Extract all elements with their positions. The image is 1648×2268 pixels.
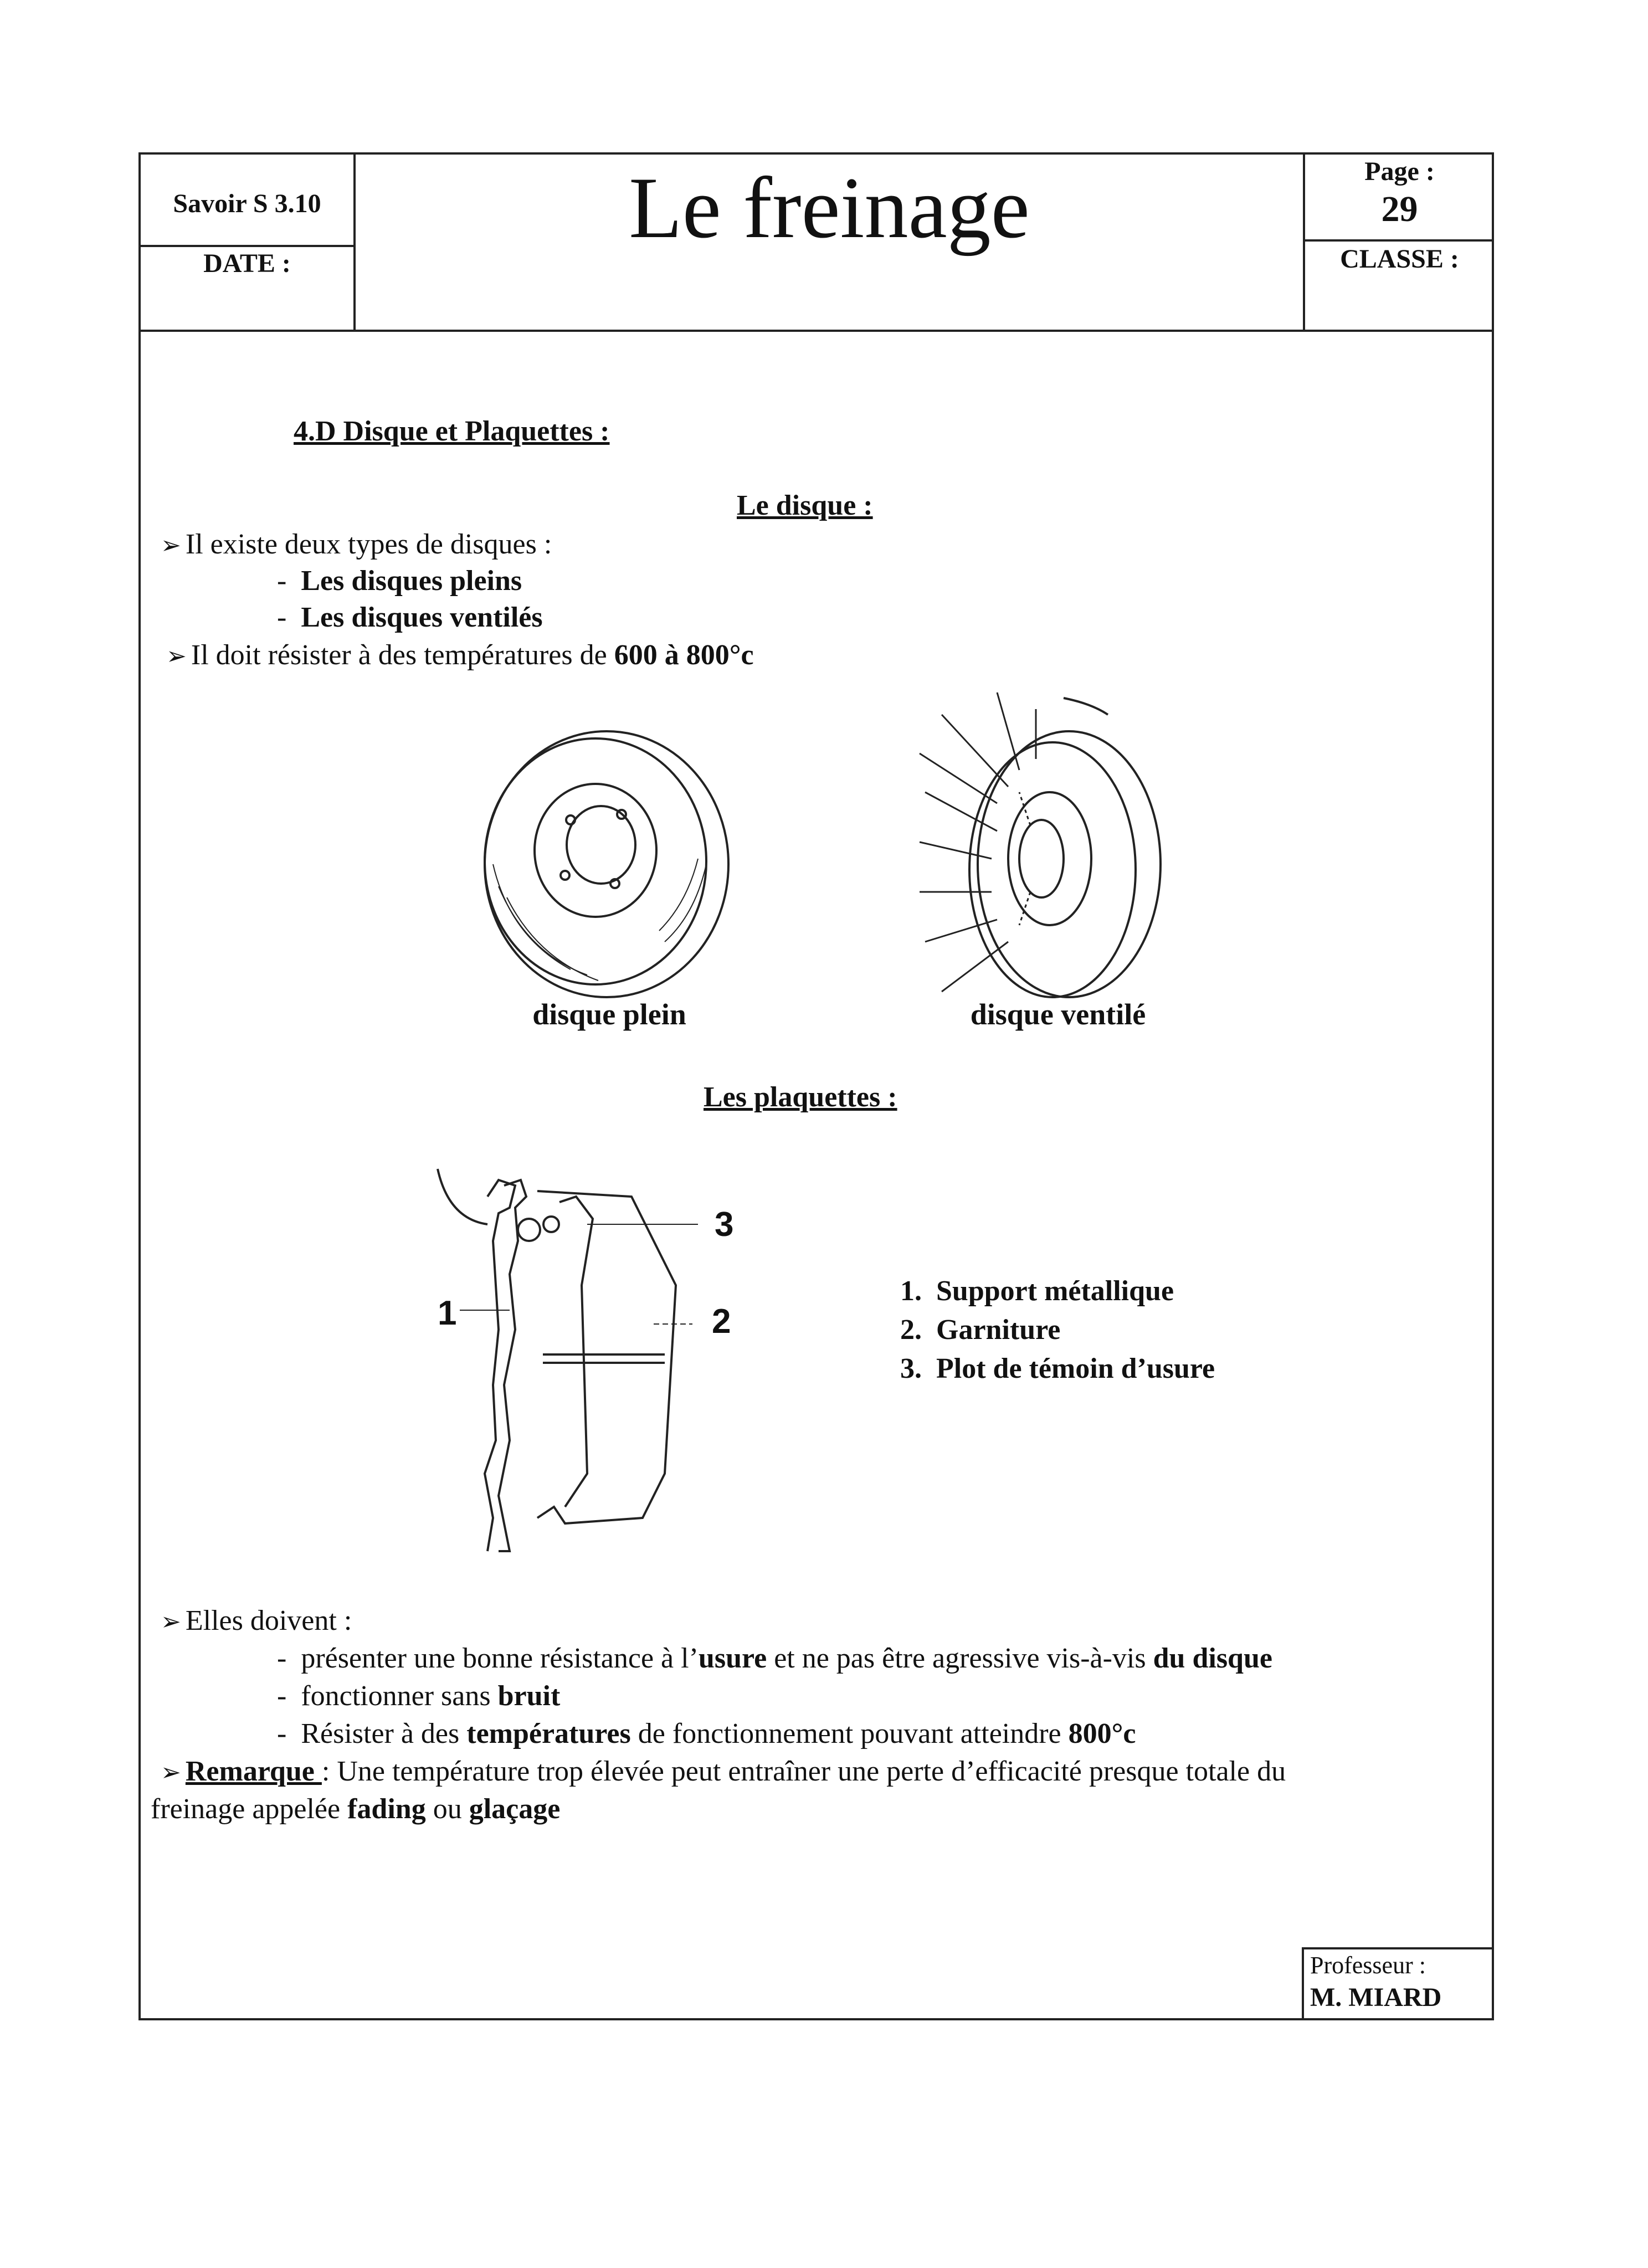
page-number: 29	[1381, 189, 1418, 229]
callout-2: 2	[712, 1302, 731, 1341]
section-heading: 4.D Disque et Plaquettes :	[294, 415, 610, 447]
disque-heading: Le disque :	[737, 490, 873, 521]
professor-name: M. MIARD	[1310, 1983, 1442, 2012]
disque-plein-caption: disque plein	[532, 998, 686, 1031]
legend-item-2: 2. Garniture	[900, 1314, 1061, 1346]
arrow-bullet-icon: ➢	[166, 643, 187, 670]
remarque-line-2: freinage appelée fading ou glaçage	[151, 1793, 561, 1825]
header-divider	[138, 330, 1494, 332]
date-label: DATE :	[203, 249, 291, 278]
legend-item-3: 3. Plot de témoin d’usure	[900, 1353, 1215, 1384]
page-title: Le freinage	[629, 160, 1030, 256]
disque-ventile-caption: disque ventilé	[970, 998, 1146, 1031]
page-label: Page :	[1364, 157, 1435, 186]
savoir-date-divider	[138, 245, 355, 247]
callout-3: 3	[715, 1205, 734, 1244]
disque-ventile-illustration	[908, 681, 1163, 1003]
arrow-bullet-icon: ➢	[161, 1759, 181, 1786]
arrow-bullet-icon: ➢	[161, 532, 181, 559]
elles-item-2: - fonctionner sans bruit	[277, 1680, 561, 1712]
disque-bullet-2: ➢ Il doit résister à des températures de 600 à 800°c	[166, 639, 754, 671]
legend-item-1: 1. Support métallique	[900, 1275, 1174, 1307]
elles-item-3: - Résister à des températures de fonctionnement pouvant atteindre 800°c	[277, 1718, 1136, 1749]
elles-intro: ➢ Elles doivent :	[161, 1605, 352, 1636]
callout-1: 1	[438, 1294, 457, 1332]
savoir-code: Savoir S 3.10	[173, 189, 321, 218]
disque-type-1: - Les disques pleins	[277, 565, 522, 597]
arrow-bullet-icon: ➢	[161, 1608, 181, 1635]
disque-bullet-1: ➢ Il existe deux types de disques :	[161, 528, 552, 560]
classe-label: CLASSE :	[1340, 244, 1459, 274]
page-classe-divider	[1303, 239, 1494, 242]
professor-label: Professeur :	[1310, 1952, 1426, 1979]
remarque-line-1: ➢ Remarque : Une température trop élevée peut entraîner une perte d’efficacité presque totale du	[161, 1756, 1286, 1787]
elles-item-1: - présenter une bonne résistance à l’usure et ne pas être agressive vis-à-vis du disque	[277, 1643, 1272, 1674]
plaquettes-heading: Les plaquettes :	[704, 1081, 897, 1113]
plaquette-illustration	[432, 1163, 742, 1562]
disque-plein-illustration	[476, 720, 742, 997]
disque-type-2: - Les disques ventilés	[277, 602, 543, 633]
